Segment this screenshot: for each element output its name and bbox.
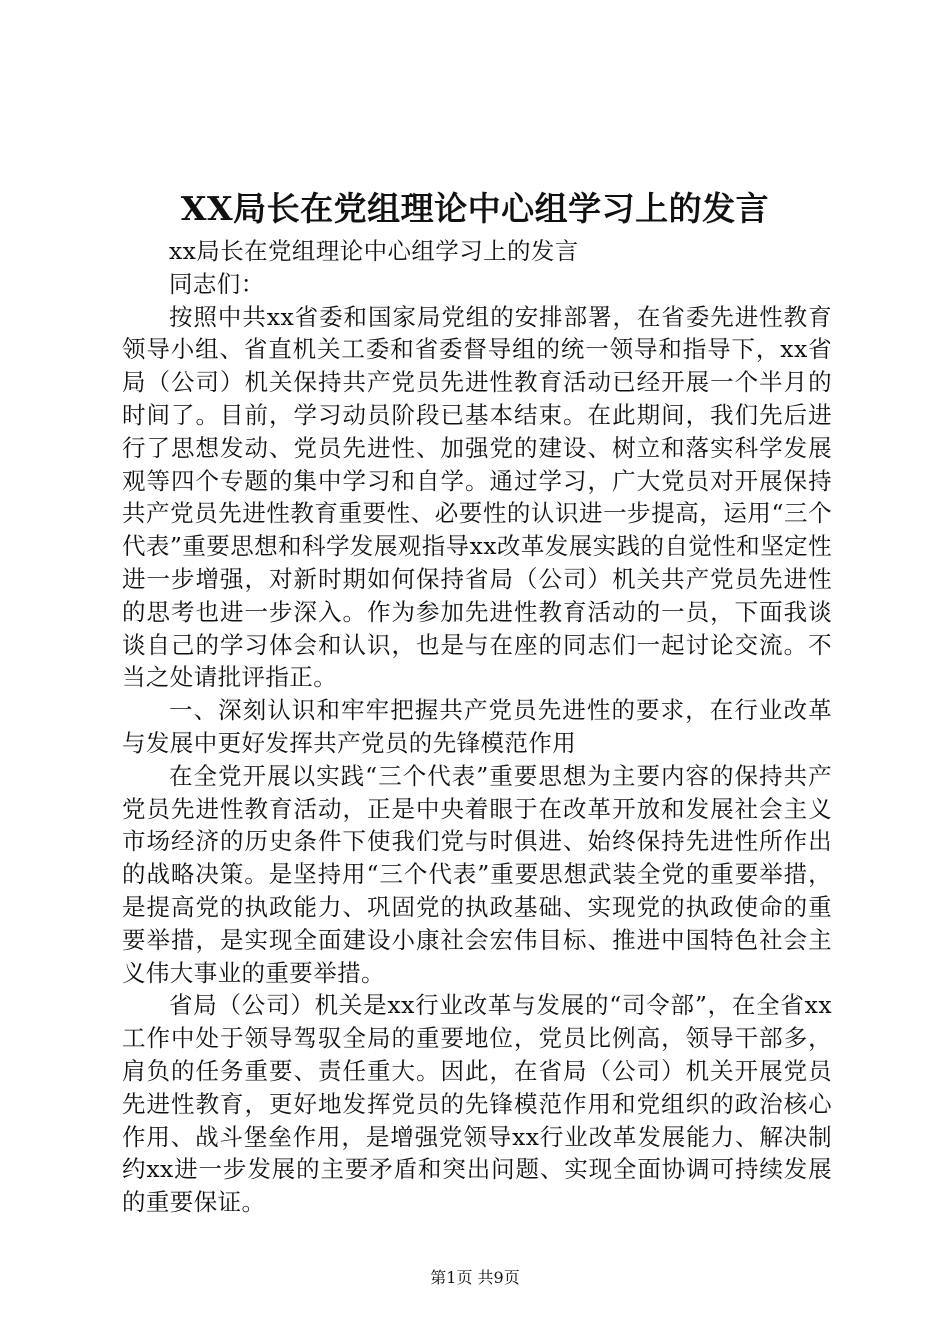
paragraph-section-1-a: 在全党开展以实践“三个代表”重要思想为主要内容的保持共产党员先进性教育活动，正是中央着眼于在改革开放和发展社会主义市场经济的历史条件下使我们党与时俱进、始终保持先进性所作出的战略决策。是坚持用“三个代表”重要思想武装全党的重要举措，是提高党的执政能力、巩固党的执政基础、实现党的执政使命的重要举措，是实现全面建设小康社会宏伟目标、推进中国特色社会主义伟大事业的重要举措。: [122, 761, 832, 987]
paragraph-section-1-b: 省局（公司）机关是xx行业改革与发展的“司令部”，在全省xx工作中处于领导驾驭全局的重要地位，党员比例高，领导干部多，肩负的任务重要、责任重大。因此，在省局（公司）机关开展党员先进性教育，更好地发挥党员的先锋模范作用和党组织的政治核心作用、战斗堡垒作用，是增强党领导xx行业改革发展能力、解决制约xx进一步发展的主要矛盾和突出问题、实现全面协调可持续发展的重要保证。: [122, 991, 832, 1217]
paragraph-intro: 按照中共xx省委和国家局党组的安排部署，在省委先进性教育领导小组、省直机关工委和省委督导组的统一领导和指导下，xx省局（公司）机关保持共产党员先进性教育活动已经开展一个半月的时间了。目前，学习动员阶段已基本结束。在此期间，我们先后进行了思想发动、党员先进性、加强党的建设、树立和落实科学发展观等四个专题的集中学习和自学。通过学习，广大党员对开展保持共产党员先进性教育重要性、必要性的认识进一步提高，运用“三个代表”重要思想和科学发展观指导xx改革发展实践的自觉性和坚定性进一步增强，对新时期如何保持省局（公司）机关共产党员先进性的思考也进一步深入。作为参加先进性教育活动的一员，下面我谈谈自己的学习体会和认识，也是与在座的同志们一起讨论交流。不当之处请批评指正。: [122, 302, 832, 692]
document-subtitle: xx局长在党组理论中心组学习上的发言: [169, 237, 579, 265]
section-heading-1: 一、深刻认识和牢牢把握共产党员先进性的要求，在行业改革与发展中更好发挥共产党员的先锋模范作用: [122, 696, 832, 757]
document-title: XX局长在党组理论中心组学习上的发言: [180, 189, 770, 228]
greeting: 同志们：: [169, 269, 265, 298]
document-body: [122, 235, 832, 1219]
page-number: 第1页 共9页: [430, 1268, 520, 1287]
